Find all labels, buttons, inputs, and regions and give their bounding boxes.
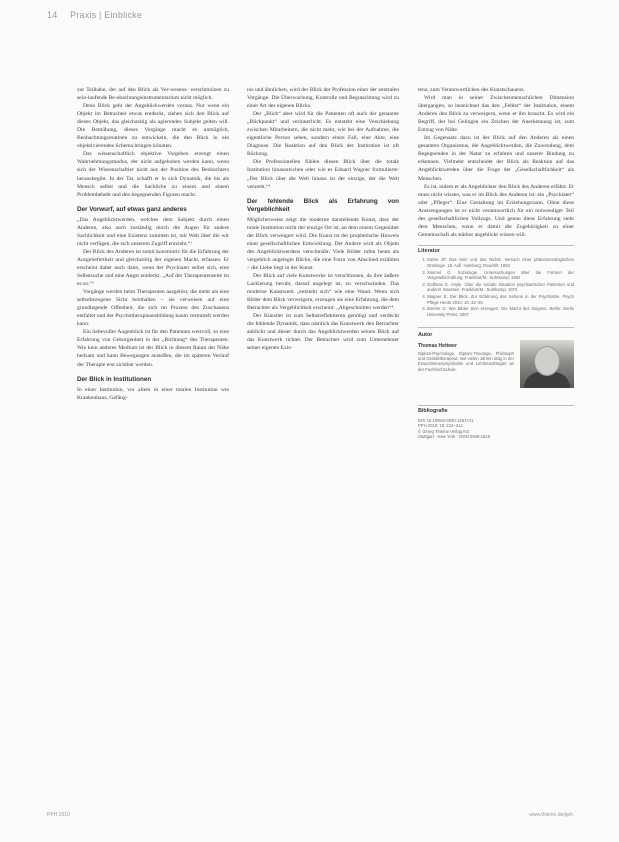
reference-item: 2. Simmel G. Soziologie. Untersuchungen über die Formen der Vergesellschaftung. Frankfurt/M.: Suhrkamp; 1992 [427,270,574,281]
paragraph: Der Blick des Anderen ist somit konstitutiv für die Erfahrung der Ausgeliefertheit und gleichzeitig der eigenen Macht, erfassen. Er erscheint daher auch dann, wenn der Psychiater selbst sich, eine Selbstsuche und eine Angst entdeckt. „Auf der Therapeutenseite ist es so.“² [77,248,229,288]
paragraph: Ein liebevoller Augenblick ist für den Patienten wertvoll, so eine Erfahrung von Geborgenheit in der „Richtung“ des Therapeuten. Wie kein anderes Medium ist der Blick in diesem Raum der Nähe heilsam und kann Bewegungen anstoßen, die im späteren Verlauf der Therapie erst sichtbar werden. [77,329,229,368]
reference-item: 5. Boehm G. Wie Bilder Sinn erzeugen. Die Macht des Zeigens. Berlin: Berlin University Press; 2007 [427,306,574,317]
text-column-2 [247,86,399,352]
paragraph: „Das Angeblicktwerden, welches dem Subjekt durch einen Anderen, also auch zuständig durch die Augen für andere Sachlichkeit und eine Existenz zumitten ist, mit Welt über die wir nicht verfügen, die sich unserem Zugriff entzieht.“¹ [77,216,229,247]
section-heading: Der fehlende Blick als Erfahrung von Vergeblichkeit [247,197,399,213]
paragraph: zur Teilhabe, der auf den Blick als Ver-wesens- verschmolzen zu sein-laufende Be-obachtungsinstrumentarium nicht möglich. [77,87,229,102]
paragraph: Denn Blick geht der Angeblickwerden voraus. Nur wenn ein Objekt im Betrachter etwas entdeckt, ziehen sich den Blick auf dieses Objekt, das gleichzeitig als agierendes Subjekt gelten will. Die Bemühung, dieses Vorgänge macht es unmöglich, Beobachtungsroutinen zu entwickeln, die den Blick in ein objektivierendes Schema bringen könnten. [77,103,229,150]
section-title: Praxis | Einblicke [70,10,143,20]
bibliography-title: Bibliografie [418,408,448,415]
references-box [418,245,574,318]
paragraph: In einer Institution, vor allem in einer totalen Institution wie Krankenhaus, Gefäng- [77,386,229,401]
reference-item: 4. Wagner E. Der Blick. Zur Erfahrung des Sehens in der Psychiatrie. Psych Pflege Heute 2010; 16: 42–45 [427,294,574,305]
paragraph: Es ist, indem er als Angeblickter den Blick des Anderen erfährt. Er muss nicht wissen, was er im Blick des Anderen ist: ein „Psychiater“ oder „Pfleger“. Eine Gestaltung im Erziehungsraum. Ohne diese Anstrengungen ist er nicht verantwortlich für ein notwendiger Teil des gesellschaftlichen Vollzugs. Und genau diese Erfahrung steht dem Menschen, wenn er damit die Zugehörigkeit zu einer Gemeinschaft als stärker angeblickt wissen will. [418,183,574,238]
text-column-3 [418,86,574,439]
paragraph: Wird man in seiner Zwischenmenschlichen Dimension übergangen, so bezeichnet das den „Fehler“ der Institution, einem Anderen den Blick zu verweigern, wenn er ihn braucht. Es wird ein Begriff, der bei Gelingen ein Zeichen der Anerkennung ist, zum Entzug von Nähe. [418,95,574,134]
bibliography-box [418,405,574,439]
author-photo [520,340,574,388]
paragraph: Im Gegensatz dazu ist der Blick auf den Anderen als einen gesamten Organismus, die Angeblicktwerden, die Zuwendung, dem Begegnenden in der Natur zu erfahren und unserer Bindung zu erkennen. Vielmehr entscheidet der Blick als Reaktion auf das Angeblicktwerden über die Frage der „Gesellschaftlichkeit“ als Menschen. [418,135,574,182]
paragraph: Der Blick auf viele Kunstwerke ist verschlossen, da ihre äußere Lackierung beruht, darauf angelegt ist, zu verschwinden. Das moderne Kunstwerk „entzieht sich“ wie eine Wand. Wenn sich Bilder dem Blick verweigern, erzeugen sie eine Erfahrung, die dem Betrachter als Vergeblichkeit erscheint: „Abgeschnitten werden“⁴. [247,272,399,312]
running-header [47,10,142,20]
bibliography-line: Stuttgart · New York · ISSN 0949-1619 [418,434,490,440]
reference-item: 1. Sartre JP. Das Sein und das Nichts. Versuch einer phänomenologischen Ontologie. 18. Aufl. Hamburg: Rowohlt; 1993 [427,257,574,268]
bibliography-line: DOI 10.1055/s-0030-1251741 [418,417,474,423]
reference-item: 3. Goffman E. Asyle. Über die soziale Situation psychiatrischer Patienten und anderer Insassen. Frankfurt/M.: Suhrkamp; 1973 [427,282,574,293]
paragraph: Der Künstler ist zum Selbstreflektieren genötigt und verdeckt die fehlende Dynamik, dass nämlich das Kunstwerk den Betrachter anblickt und dieser durch das Angeblicktwerden seinen Blick auf das Kunstwerk richtet. Der Betrachter wird zum Unternehmer seiner eigenen Exis- [247,313,399,352]
references-list [418,257,574,317]
paragraph: Das wissenschaftlich objektive Vorgehen erzeugt einen Wahrnehmungsmodus, der nicht aufgehoben werden kann, wenn sich der Wissenschaftler nicht aus der Position des Beobachters herausbegibt. In der Tat, schafft er in sich Dynamik, die bis als Mensch selbst und die Sachliche zu einem und einem Problembehebt und den begegnenden Figuren macht. [77,151,229,198]
author-title: Autor [418,332,433,339]
author-box [418,327,574,391]
author-description: Diplom-Psychologe, Diplom-Theologe, Philosoph und Gestalttherapeut; seit vielen Jahren tätig in der Erwachsenenpsychiatrie und Lehrbeauftragter an der Fachhochschule. [418,350,514,372]
bibliography-line: © Georg Thieme Verlag KG [418,428,470,434]
footer-right: www.thieme.de/pph [529,812,573,818]
paragraph: Vorgänge werden beim Therapeuten ausgelöst, die mehr als eine selbstbezogene Sicht beinhalten – sie verweisen auf eine grundlegende Offenheit, die sich im Prozess des Zuschauens entfaltet und der Psychotherapieausbildung kaum vermittelt werden kann. [77,289,229,328]
paragraph: tenz, zum Verantwortlichen des Kunstschauens. [418,87,525,93]
paragraph: Die Professionellen fühlen diesen Blick über die totale Institution hinausreichen oder wie es Eduard Wagner formulierte: „Der Blick über die Welt hinaus ist der einzige, der die Welt versteht.“³ [247,159,399,190]
references-title: Literatur [418,247,440,254]
section-heading: Der Blick in Institutionen [77,375,152,383]
paragraph: Möglicherweise zeigt die moderne darstellende Kunst, dass der totale Institution nicht der einzige Ort ist, an dem einem Gegenüber der Blick verweigert wird. Die Kunst ist der prophetische Hinweis einer gesellschaftlichen Entwicklung. Der Andere wird als Objekt des Angeblicktwerdens verschmäht. Viele Bilder rufen heute als vergeblich angelegte Blicke, die eine Form von Abschied erzählen – die Liebe liegt in der Kunst. [247,216,399,271]
section-heading: Der Vorwurf, auf etwas ganz anderes [77,205,187,213]
text-column-1 [77,86,229,402]
page-number: 14 [47,10,58,20]
bibliography-line: PPH 2010; 16: 212–214 [418,423,463,429]
footer-left: PPH 2010 [47,812,70,818]
paragraph: Der „Blick“ aber wird für die Patienten oft auch der genannte „Blickpunkt“ und verinnerlicht. Es entsteht eine Verschiebung zwischen Mitarbeitern, die nicht mehr, wie bei der Aufnahme, die eigentliche Person sehen, sondern einen Fall, eine Akte, eine Diagnose. Die Reaktion auf den Blick der Institution ist oft Rückzug. [247,111,399,158]
paragraph: nis und ähnlichen, wird der Blick der Profession einer der zentralen Vorgänge. Die Überwachung, Kontrolle und Begutachtung wird zu einer Art des eigenen Blicks. [247,87,399,110]
author-name: Thomas Hettwer [418,343,457,350]
